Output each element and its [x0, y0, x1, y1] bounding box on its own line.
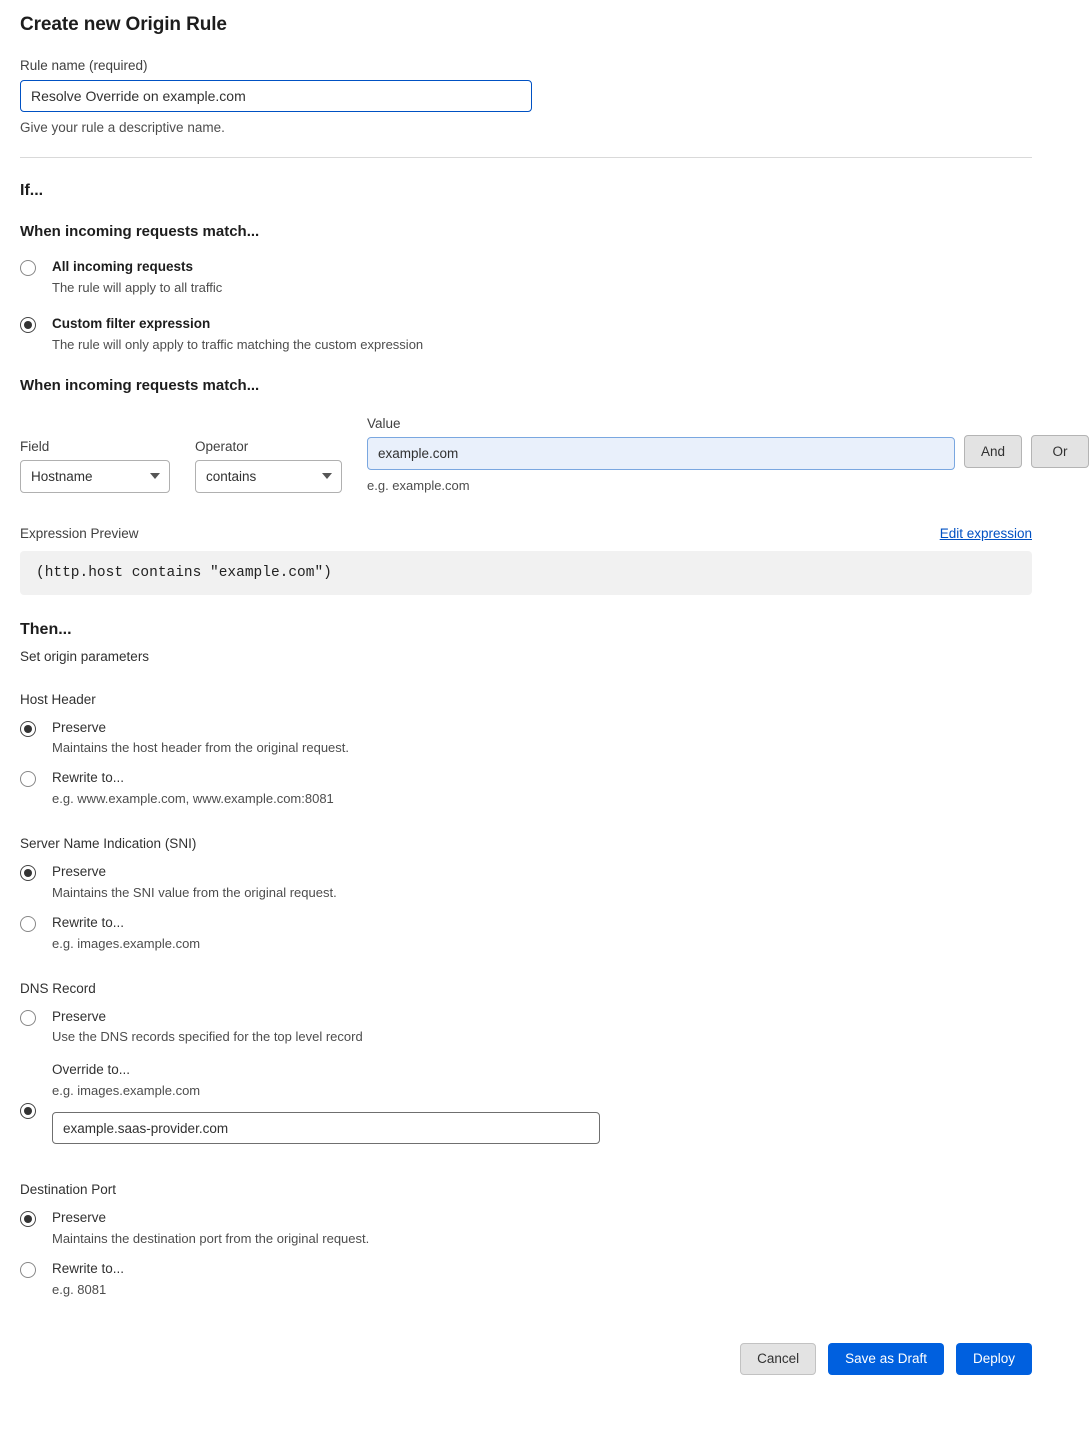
radio-label: Rewrite to... — [52, 1261, 125, 1277]
radio-label: All incoming requests — [52, 259, 194, 274]
radio-label: Rewrite to... — [52, 914, 125, 930]
radio-description: Maintains the SNI value from the original request. — [52, 884, 337, 900]
radio-description: The rule will only apply to traffic matching the custom expression — [52, 336, 424, 352]
radio-icon[interactable] — [20, 1010, 36, 1026]
cancel-button[interactable]: Cancel — [740, 1343, 816, 1375]
field-select-value: Hostname — [31, 468, 93, 484]
radio-label: Override to... — [52, 1062, 131, 1078]
radio-label: Preserve — [52, 719, 107, 735]
chevron-down-icon — [322, 473, 332, 479]
radio-description: e.g. 8081 — [52, 1282, 107, 1297]
rule-name-input[interactable] — [20, 80, 532, 112]
radio-description: Maintains the destination port from the original request. — [52, 1231, 370, 1247]
host-header-rewrite-option[interactable] — [20, 769, 1032, 808]
radio-icon[interactable] — [20, 1103, 36, 1119]
radio-label: Preserve — [52, 1008, 107, 1024]
radio-description: Use the DNS records specified for the top level record — [52, 1029, 363, 1045]
operator-select[interactable] — [195, 460, 342, 493]
radio-icon[interactable] — [20, 1211, 36, 1227]
dns-record-label: DNS Record — [20, 980, 96, 996]
page-title: Create new Origin Rule — [20, 14, 227, 35]
radio-label: Rewrite to... — [52, 770, 125, 786]
radio-label: Preserve — [52, 864, 107, 880]
destination-port-rewrite-option[interactable] — [20, 1260, 1032, 1299]
dns-preserve-option[interactable] — [20, 1008, 1032, 1047]
radio-icon[interactable] — [20, 865, 36, 881]
rule-name-label: Rule name (required) — [20, 58, 148, 73]
deploy-button[interactable]: Deploy — [956, 1343, 1032, 1375]
radio-label: Preserve — [52, 1210, 107, 1226]
expression-preview-header — [20, 526, 1032, 541]
value-input[interactable] — [367, 437, 955, 470]
sni-label: Server Name Indication (SNI) — [20, 836, 197, 852]
rule-name-help: Give your rule a descriptive name. — [20, 120, 225, 135]
sni-rewrite-option[interactable] — [20, 914, 1032, 953]
if-heading: If... — [20, 182, 44, 199]
or-button[interactable]: Or — [1031, 435, 1089, 468]
radio-description: e.g. images.example.com — [52, 935, 201, 951]
field-column — [20, 439, 170, 493]
and-button[interactable]: And — [964, 435, 1022, 468]
chevron-down-icon — [150, 473, 160, 479]
then-heading: Then... — [20, 620, 72, 638]
host-header-preserve-option[interactable] — [20, 719, 1032, 758]
expression-preview-box: (http.host contains "example.com") — [20, 551, 1032, 595]
destination-port-label: Destination Port — [20, 1182, 117, 1198]
then-subheading: Set origin parameters — [20, 648, 150, 664]
radio-icon[interactable] — [20, 1262, 36, 1278]
value-label: Value — [367, 415, 401, 431]
radio-description: The rule will apply to all traffic — [52, 279, 223, 295]
builder-heading: When incoming requests match... — [20, 376, 260, 394]
divider — [20, 157, 1032, 158]
edit-expression-link[interactable]: Edit expression — [939, 525, 1032, 541]
radio-icon[interactable] — [20, 260, 36, 276]
radio-all-incoming-requests[interactable] — [20, 258, 1032, 297]
radio-description: e.g. images.example.com — [52, 1083, 201, 1099]
field-label: Field — [20, 438, 50, 454]
form-footer — [20, 1343, 1032, 1391]
radio-icon[interactable] — [20, 721, 36, 737]
sni-preserve-option[interactable] — [20, 863, 1032, 902]
operator-column — [170, 439, 342, 493]
dns-override-option[interactable] — [20, 1062, 1032, 1158]
value-column — [367, 416, 955, 493]
operator-label: Operator — [195, 438, 249, 454]
radio-icon[interactable] — [20, 771, 36, 787]
radio-custom-filter-expression[interactable] — [20, 315, 1032, 354]
field-select[interactable] — [20, 460, 170, 493]
expression-preview-label: Expression Preview — [20, 525, 139, 541]
operator-select-value: contains — [206, 468, 257, 484]
host-header-label: Host Header — [20, 691, 96, 707]
value-hint: e.g. example.com — [367, 477, 470, 493]
match-heading: When incoming requests match... — [20, 223, 260, 240]
radio-label: Custom filter expression — [52, 315, 211, 331]
radio-description: e.g. www.example.com, www.example.com:8081 — [52, 791, 334, 807]
radio-description: Maintains the host header from the original request. — [52, 740, 350, 756]
expression-builder-row — [20, 415, 1068, 493]
radio-icon[interactable] — [20, 317, 36, 333]
save-as-draft-button[interactable]: Save as Draft — [828, 1343, 944, 1375]
dns-override-input[interactable] — [52, 1112, 600, 1144]
radio-icon[interactable] — [20, 916, 36, 932]
destination-port-preserve-option[interactable] — [20, 1209, 1032, 1248]
